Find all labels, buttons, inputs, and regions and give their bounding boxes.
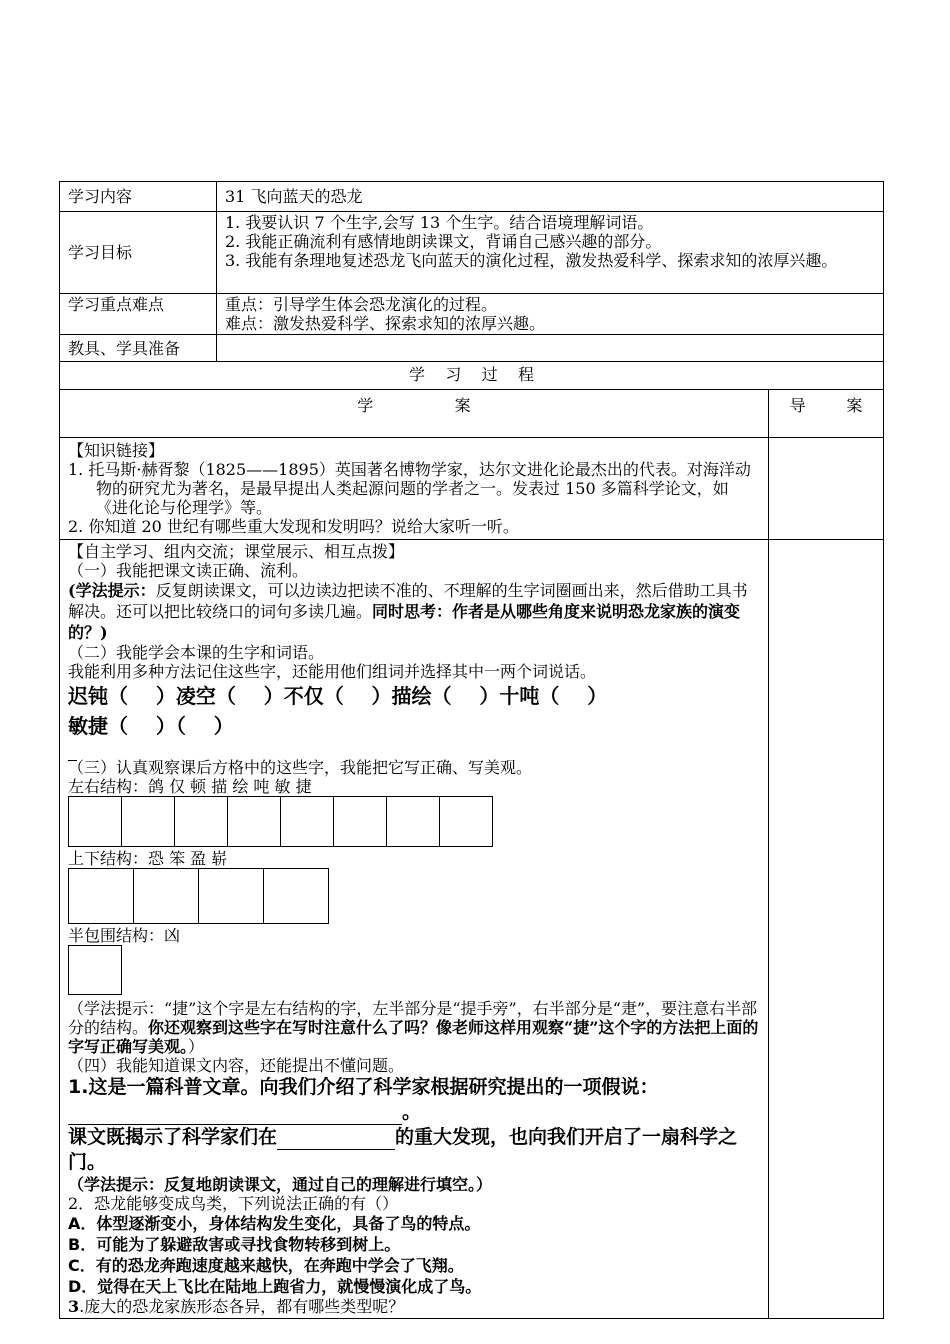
- goal-item: 3. 我能有条理地复述恐龙飞向蓝天的演化过程，激发热爱科学、探索求知的浓厚兴趣。: [225, 251, 838, 270]
- writing-box[interactable]: [440, 797, 493, 847]
- study-plan-table: [59, 181, 884, 1319]
- question-two: 2．恐龙能够变成鸟类，下列说法正确的有（）: [68, 1194, 399, 1213]
- goal-label: 学习目标: [60, 212, 217, 294]
- writing-grid-left-right: [68, 796, 493, 847]
- writing-box[interactable]: [387, 797, 440, 847]
- answer-blank[interactable]: [68, 1106, 402, 1125]
- knowledge-item: 2. 你知道 20 世纪有哪些重大发现和发明吗？说给大家听一听。: [68, 517, 519, 536]
- goal-list: [217, 212, 884, 294]
- question-one-blank: 。: [68, 1100, 760, 1125]
- option-c: C．有的恐龙奔跑速度越来越快，在奔跑中学会了飞翔。: [68, 1256, 464, 1275]
- knowledge-heading: 【知识链接】: [68, 441, 165, 460]
- guide-title: 导 案: [769, 390, 884, 438]
- underscore-mark: [68, 742, 760, 758]
- guide-cell: [769, 438, 884, 540]
- study-tip-three: （学法提示：反复地朗读课文，通过自己的理解进行填空。）: [68, 1175, 493, 1194]
- section-four: （四）我能知道课文内容，还能提出不懂问题。: [68, 1056, 405, 1075]
- section-two-desc: 我能利用多种方法记住这些字，还能用他们组词并选择其中一两个词说话。: [68, 662, 597, 681]
- key-points: [217, 294, 884, 335]
- writing-box[interactable]: [69, 946, 122, 995]
- section-two: （二）我能学会本课的生字和词语。: [68, 643, 325, 662]
- content-label: 学习内容: [60, 182, 217, 212]
- writing-box[interactable]: [264, 869, 329, 924]
- word-line: 敏捷（ ）（ ）: [68, 714, 234, 738]
- section-three: （三）认真观察课后方格中的这些字，我能把它写正确、写美观。: [68, 758, 533, 777]
- key-label: 学习重点难点: [60, 294, 217, 335]
- answer-blank[interactable]: [277, 1131, 395, 1150]
- section-one: （一）我能把课文读正确、流利。: [68, 561, 309, 580]
- key-point: 重点：引导学生体会恐龙演化的过程。: [225, 295, 498, 314]
- writing-box[interactable]: [281, 797, 334, 847]
- writing-box[interactable]: [69, 869, 134, 924]
- writing-box[interactable]: [122, 797, 175, 847]
- lesson-title: 31 飞向蓝天的恐龙: [217, 182, 884, 212]
- goal-item: 2. 我能正确流利有感情地朗读课文，背诵自己感兴趣的部分。: [225, 232, 662, 251]
- process-title: 学 习 过 程: [60, 362, 884, 390]
- top-bottom-label: 上下结构：恐 笨 盈 崭: [68, 849, 228, 868]
- study-tip: (学法提示：反复朗读课文，可以边读边把读不准的、不理解的生字词圈画出来，然后借助工具书解决。还可以把比较绕口的词句多读几遍。同时思考：作者是从哪些角度来说明恐龙家族的演变的？): [68, 581, 748, 642]
- knowledge-item: 1. 托马斯·赫胥黎（1825——1895）英国著名博物学家，达尔文进化论最杰出的代表。对海洋动物的研究尤为著名，是最早提出人类起源问题的学者之一。发表过 150 多篇科学论文，如《进化论与伦理学》等。: [68, 460, 751, 517]
- writing-box[interactable]: [69, 797, 122, 847]
- writing-box[interactable]: [334, 797, 387, 847]
- left-right-label: 左右结构：鸽 仅 顿 描 绘 吨 敏 捷: [68, 777, 312, 796]
- tools-value: [217, 335, 884, 362]
- question-one-cont: 课文既揭示了科学家们在 的重大发现，也向我们开启了一扇科学之门。: [68, 1126, 738, 1173]
- question-three: 3.庞大的恐龙家族形态各异，都有哪些类型呢？: [68, 1297, 405, 1316]
- option-b: B．可能为了躲避敌害或寻找食物转移到树上。: [68, 1235, 401, 1254]
- writing-box[interactable]: [199, 869, 264, 924]
- writing-box[interactable]: [134, 869, 199, 924]
- question-one: 1.这是一篇科普文章。向我们介绍了科学家根据研究提出的一项假说：: [68, 1076, 659, 1098]
- tools-label: 教具、学具准备: [60, 335, 217, 362]
- option-a: A．体型逐渐变小，身体结构发生变化，具备了鸟的特点。: [68, 1214, 481, 1233]
- word-line: 迟钝（ ）凌空（ ）不仅（ ）描绘（ ）十吨（ ）: [68, 684, 608, 708]
- self-study-heading: 【自主学习、组内交流；课堂展示、相互点拨】: [68, 542, 405, 561]
- writing-box[interactable]: [175, 797, 228, 847]
- half-enclosure-label: 半包围结构：凶: [68, 926, 181, 945]
- plan-title: 学 案: [60, 390, 769, 438]
- difficult-point: 难点：激发热爱科学、探索求知的浓厚兴趣。: [225, 314, 546, 333]
- self-study-cell: [60, 540, 769, 1319]
- goal-item: 1. 我要认识 7 个生字,会写 13 个生字。结合语境理解词语。: [225, 213, 654, 232]
- writing-grid-top-bottom: [68, 868, 329, 924]
- study-tip-two: （学法提示：“捷”这个字是左右结构的字，左半部分是“提手旁”，右半部分是“疌”，要注意右半部分的结构。你还观察到这些字在写时注意什么了吗？像老师这样用观察“捷”这个字的方法把上面的字写正确写美观。）: [68, 999, 759, 1056]
- guide-cell: [769, 540, 884, 1319]
- writing-box[interactable]: [228, 797, 281, 847]
- option-d: D．觉得在天上飞比在陆地上跑省力，就慢慢演化成了鸟。: [68, 1277, 482, 1296]
- writing-grid-half: [68, 945, 122, 995]
- knowledge-cell: [60, 438, 769, 540]
